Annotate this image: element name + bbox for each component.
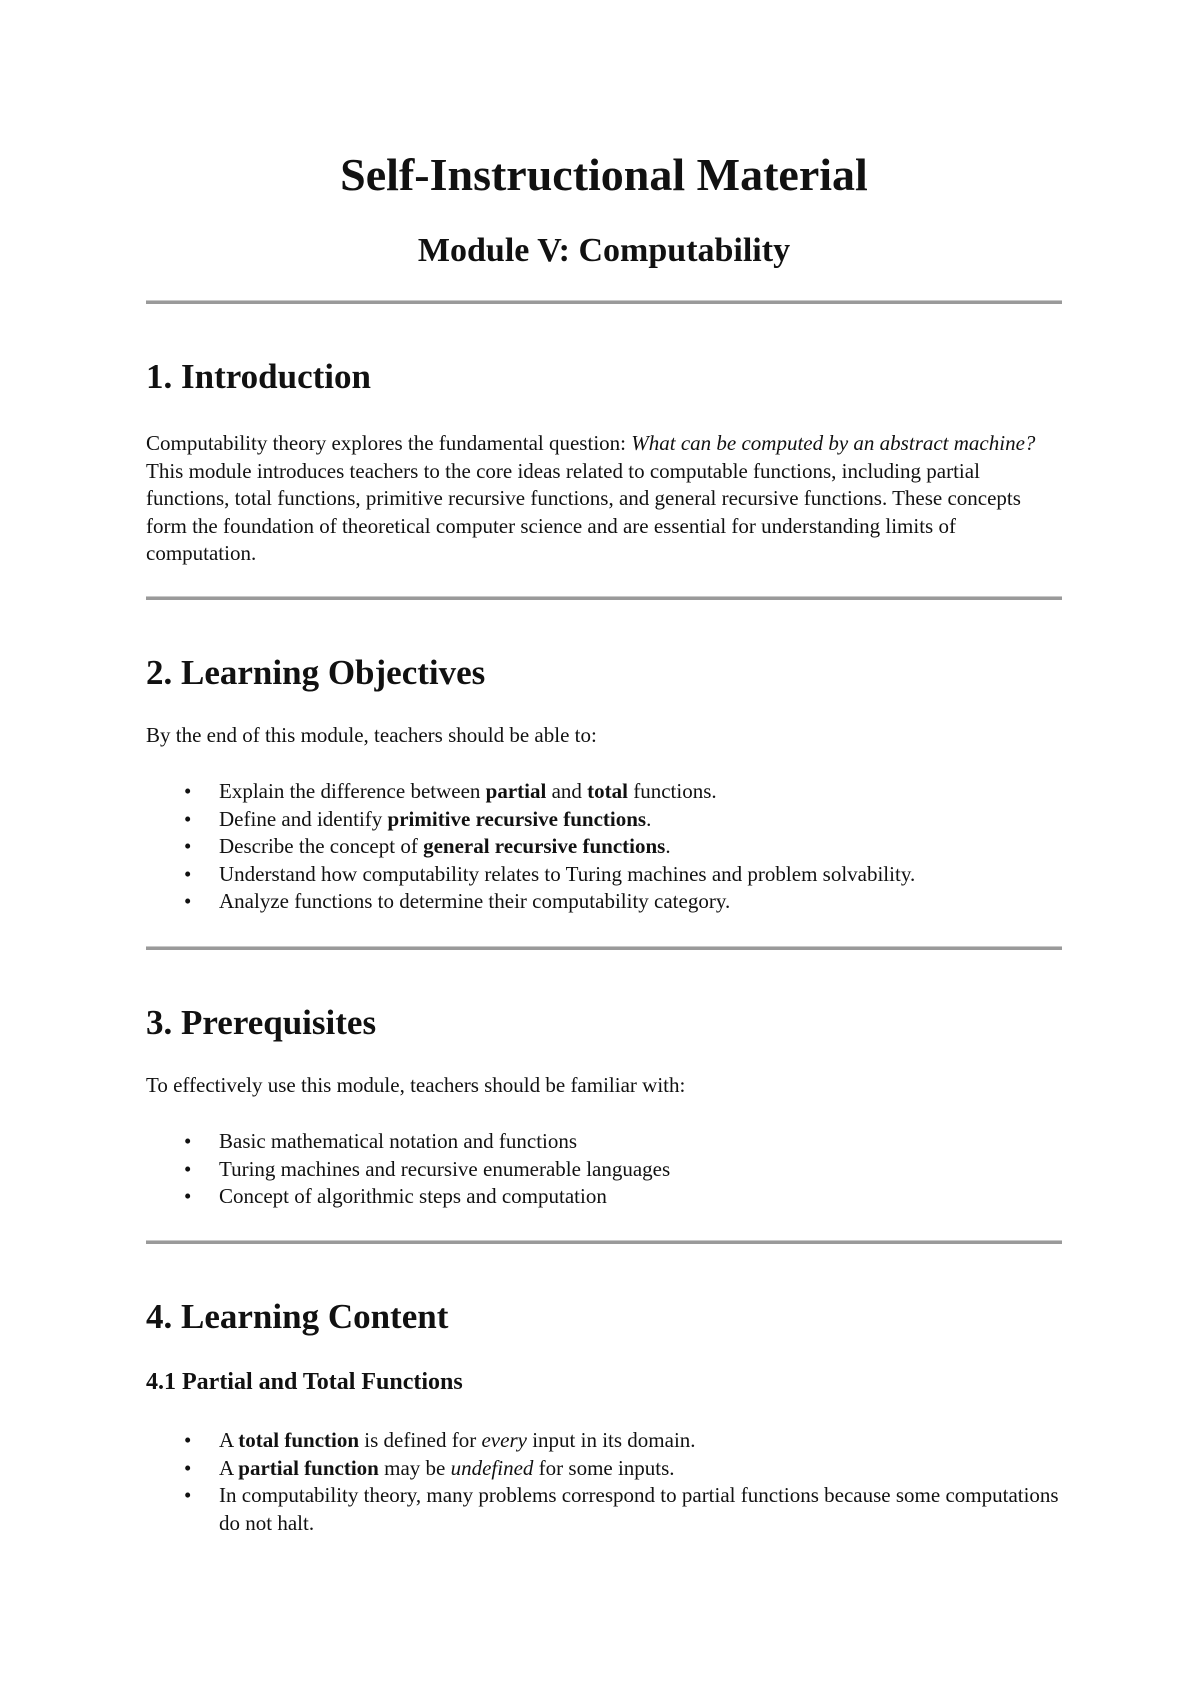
list-item: • Describe the concept of general recursive functions. — [146, 833, 1062, 861]
horizontal-rule — [146, 596, 1062, 600]
list-item: • Analyze functions to determine their computability category. — [146, 888, 1062, 916]
document-title: Self-Instructional Material — [340, 149, 868, 200]
list-item: • A total function is defined for every input in its domain. — [146, 1427, 1062, 1455]
introduction-paragraph: Computability theory explores the fundamental question: What can be computed by an abstract machine? This module introduces teachers to the core ideas related to computable functions, including partial functions, total functions, primitive recursive functions, and general recursive functions. These concepts form the foundation of theoretical computer science and are essential for understanding limits of computation. — [146, 431, 1036, 565]
content-list — [146, 1427, 1062, 1537]
bullet-icon: • — [184, 806, 192, 831]
bullet-icon: • — [184, 1428, 192, 1452]
bullet-icon: • — [184, 834, 192, 858]
bullet-icon: • — [184, 1184, 192, 1208]
bullet-icon: • — [184, 779, 192, 803]
list-item: • In computability theory, many problems correspond to partial functions because some computations do not halt. — [184, 1483, 1059, 1535]
list-item: • Define and identify primitive recursive functions. — [146, 806, 1062, 834]
bullet-icon: • — [184, 1129, 192, 1153]
section-heading-objectives: 2. Learning Objectives — [146, 653, 486, 692]
module-subtitle: Module V: Computability — [417, 232, 791, 269]
bullet-icon: • — [184, 861, 192, 886]
bullet-icon: • — [184, 1156, 192, 1181]
prerequisites-list — [146, 1128, 1062, 1211]
prerequisites-lead: To effectively use this module, teachers should be familiar with: — [146, 1073, 686, 1097]
horizontal-rule — [146, 1240, 1062, 1244]
section-heading-content: 4. Learning Content — [146, 1297, 449, 1336]
horizontal-rule — [146, 946, 1062, 950]
list-item: • Understand how computability relates to Turing machines and problem solvability. — [146, 861, 1062, 889]
objectives-lead: By the end of this module, teachers should be able to: — [146, 723, 597, 747]
list-item: • Basic mathematical notation and functions — [146, 1128, 1062, 1156]
horizontal-rule — [146, 300, 1062, 304]
bullet-icon: • — [184, 1455, 192, 1480]
list-item: • Explain the difference between partial and total functions. — [146, 778, 1062, 806]
section-heading-introduction: 1. Introduction — [146, 357, 371, 396]
list-item: • Turing machines and recursive enumerable languages — [146, 1156, 1062, 1184]
bullet-icon: • — [184, 1483, 192, 1507]
objectives-list — [146, 778, 1062, 916]
list-item: • Concept of algorithmic steps and computation — [146, 1183, 1062, 1211]
subsection-heading: 4.1 Partial and Total Functions — [146, 1369, 463, 1395]
list-item: • A partial function may be undefined for some inputs. — [146, 1455, 1062, 1483]
section-heading-prerequisites: 3. Prerequisites — [146, 1003, 377, 1042]
bullet-icon: • — [184, 889, 192, 913]
key-question: What can be computed by an abstract machine? — [631, 431, 1036, 455]
